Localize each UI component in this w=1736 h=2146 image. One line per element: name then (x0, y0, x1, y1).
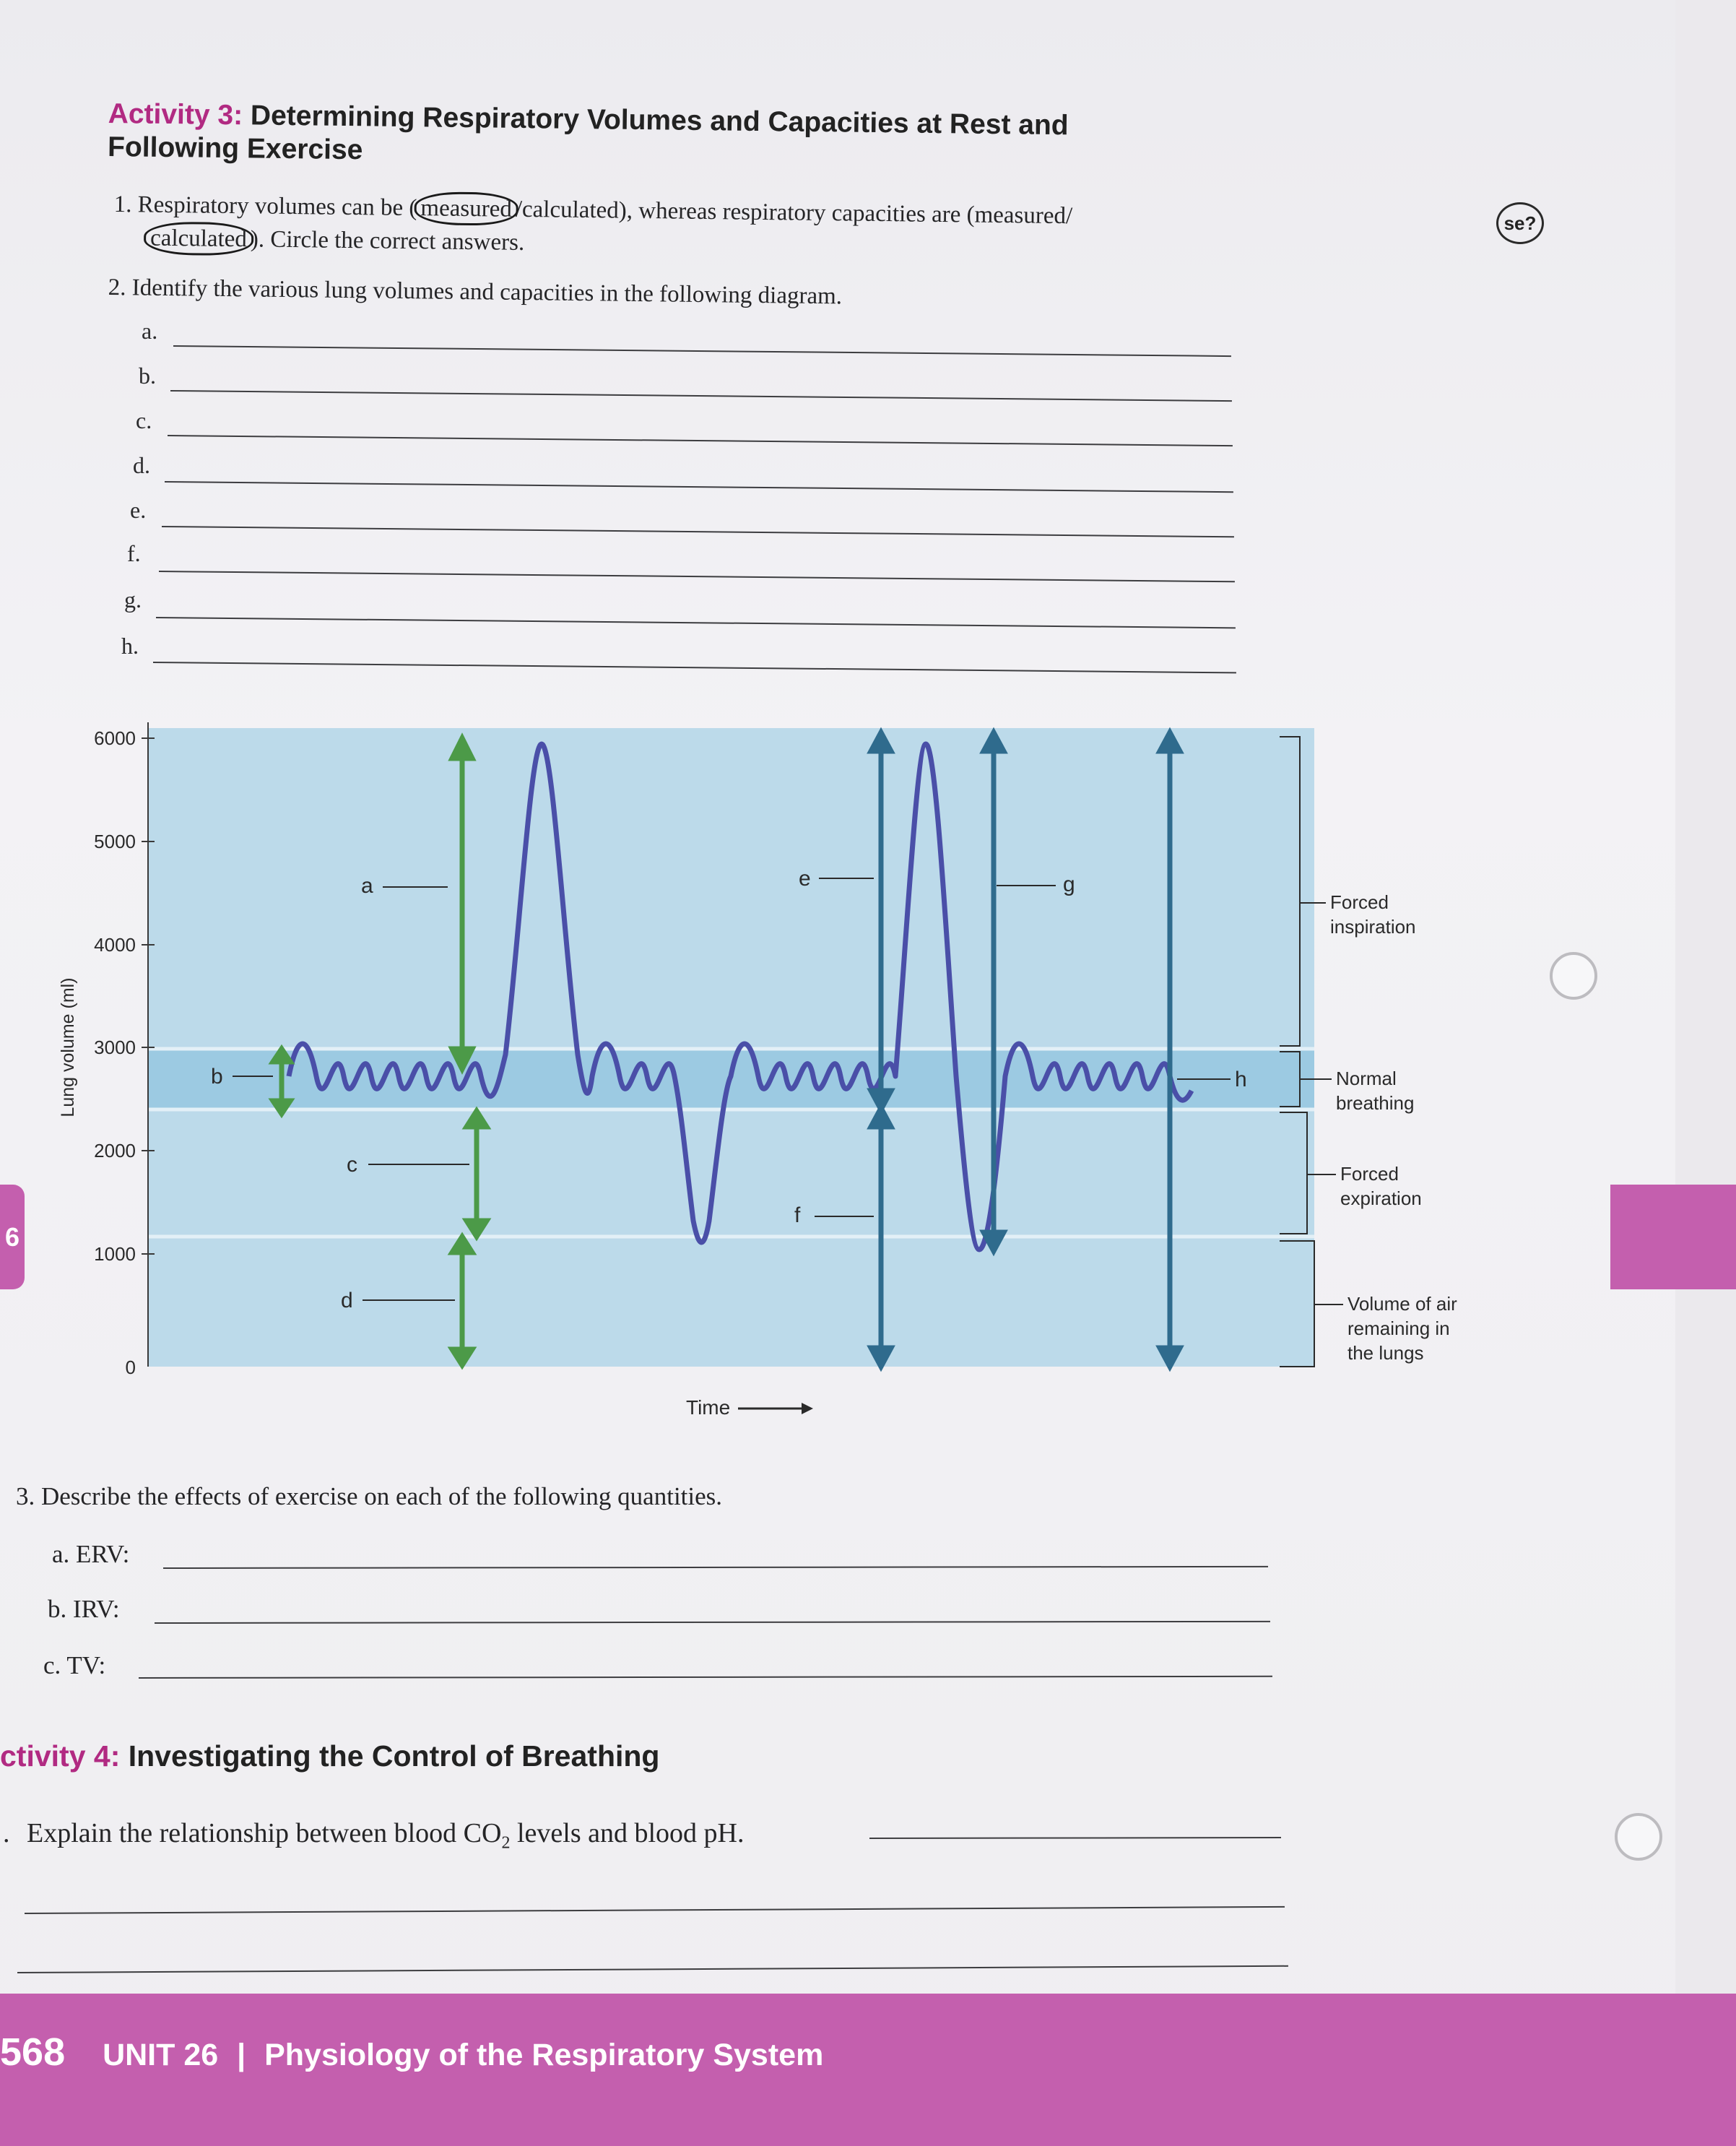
y-tick-4000: 4000 (94, 934, 136, 956)
question-badge: se? (1496, 202, 1544, 244)
y-axis-label: Lung volume (ml) (58, 977, 78, 1117)
y-tick-3000: 3000 (94, 1037, 136, 1058)
co2-subscript: 2 (501, 1833, 511, 1853)
bracket-forced-inspiration-1: Forced (1330, 891, 1389, 913)
page-edge (1675, 0, 1736, 2146)
bracket-residual-1: Volume of air (1347, 1293, 1457, 1315)
bracket-forced-expiration-1: Forced (1340, 1163, 1399, 1185)
footer (0, 2030, 823, 2074)
activity-4-number: ctivity 4: (0, 1739, 121, 1773)
answer-letter-f: f. (127, 540, 141, 566)
answer-letter-e: e. (130, 497, 147, 523)
answer-letter-d: d. (133, 452, 150, 478)
diagram-label-a: a (361, 874, 373, 898)
bracket-normal-breathing-1: Normal (1336, 1068, 1397, 1089)
q3-item-irv: b. IRV: (48, 1595, 120, 1623)
circled-answer-calculated: calculated (144, 222, 253, 256)
question-4-number: . (3, 1818, 10, 1848)
y-tick-1000: 1000 (94, 1243, 136, 1265)
activity-3-number: Activity 3: (108, 98, 243, 131)
bracket-forced-inspiration-2: inspiration (1330, 916, 1416, 938)
answer-letter-a: a. (142, 318, 158, 344)
activity-4-heading (0, 1739, 659, 1773)
question-1-text-c: ). Circle the correct answers. (250, 226, 525, 256)
footer-unit: UNIT 26 (103, 2038, 219, 2072)
activity-3-title-line2: Following Exercise (107, 131, 363, 166)
bracket-residual-2: remaining in (1347, 1318, 1450, 1339)
answer-letter-b: b. (139, 363, 156, 389)
y-tick-2000: 2000 (94, 1140, 136, 1161)
diagram-label-e: e (799, 867, 811, 891)
page-number: 568 (0, 2030, 66, 2074)
question-2-number: 2. (108, 274, 126, 301)
y-tick-6000: 6000 (94, 727, 136, 749)
bracket-residual-3: the lungs (1347, 1342, 1424, 1364)
y-tick-0: 0 (125, 1357, 136, 1378)
side-page-tab: 6 (0, 1185, 25, 1289)
lung-volume-diagram (43, 715, 1488, 1430)
question-1-text-b: /calculated), whereas respiratory capacities are (measured/ (515, 196, 1073, 230)
footer-title: Physiology of the Respiratory System (264, 2038, 824, 2072)
question-2-text: Identify the various lung volumes and capacities in the following diagram. (131, 274, 843, 310)
diagram-label-g: g (1063, 873, 1075, 896)
question-3-number: 3. (16, 1482, 35, 1510)
diagram-label-c: c (347, 1153, 357, 1177)
question-3-text: Describe the effects of exercise on each of the following quantities. (41, 1482, 723, 1510)
answer-letter-c: c. (136, 407, 152, 433)
answer-letter-g: g. (124, 587, 142, 613)
circled-answer-measured: measured (414, 191, 518, 226)
diagram-label-b: b (211, 1065, 223, 1089)
x-axis-label: Time (686, 1396, 731, 1419)
activity-4-title: Investigating the Control of Breathing (128, 1739, 660, 1773)
question-1-text-a: Respiratory volumes can be ( (137, 191, 417, 222)
question-4-text-b: levels and blood pH. (510, 1818, 745, 1848)
question-3 (16, 1482, 1027, 1511)
footer-separator: | (237, 2038, 246, 2072)
binder-hole-1 (1550, 952, 1597, 1000)
question-1-number: 1. (113, 191, 132, 218)
right-page-tab (1610, 1185, 1736, 1289)
question-1 (113, 188, 1270, 269)
diagram-label-f: f (794, 1203, 801, 1227)
diagram-label-h: h (1235, 1068, 1247, 1091)
q3-item-tv: c. TV: (43, 1651, 106, 1679)
bracket-forced-expiration-2: expiration (1340, 1187, 1422, 1209)
q3-item-erv: a. ERV: (52, 1540, 130, 1568)
answer-letter-h: h. (121, 633, 139, 659)
y-tick-5000: 5000 (94, 831, 136, 852)
time-arrowhead (802, 1403, 813, 1414)
question-4-text-a: Explain the relationship between blood CO (27, 1818, 502, 1848)
activity-3-title-line1: Determining Respiratory Volumes and Capacities at Rest and (250, 100, 1069, 142)
activity-3-heading (108, 98, 1069, 176)
bracket-normal-breathing-2: breathing (1336, 1092, 1415, 1114)
diagram-label-d: d (341, 1289, 353, 1312)
binder-hole-2 (1615, 1813, 1662, 1861)
question-4 (3, 1819, 744, 1858)
